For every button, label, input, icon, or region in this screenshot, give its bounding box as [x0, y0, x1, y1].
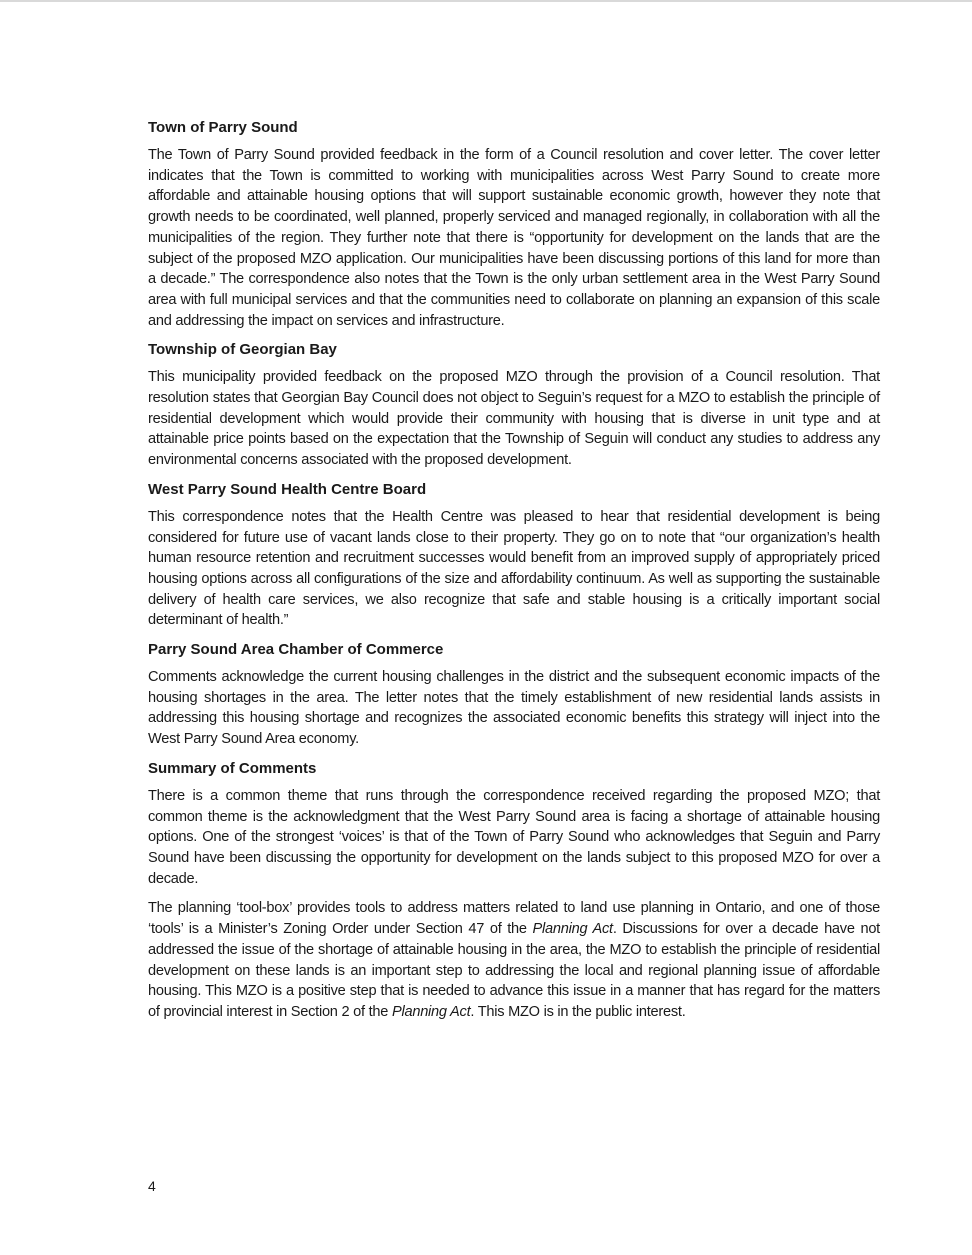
- page-number: 4: [148, 1178, 156, 1194]
- text-run: The planning ‘tool-box’ provides tools to address matters related to land use planning in Ontario, and one of those ‘tools’ is a Minister’s Zoning Order under Section 47 of the: [148, 900, 880, 938]
- document-body: [148, 118, 880, 1032]
- section-heading: Summary of Comments: [148, 759, 317, 777]
- section-paragraph: The Town of Parry Sound provided feedback in the form of a Council resolution and cover letter. The cover letter indicates that the Town is committed to working with municipalities across West Parry Sound to create more affordable and attainable housing options that will support sustainable economic growth, however they note that growth needs to be coordinated, well planned, properly serviced and managed regionally, in collaboration with all the municipalities of the region. They further note that there is “opportunity for development on the lands that are the subject of the proposed MZO application. Our municipalities have been discussing portions of this land for more than a decade.” The correspondence also notes that the Town is the only urban settlement area in the West Parry Sound area with full municipal services and that the communities need to collaborate on planning an expansion of this scale and addressing the impact on services and infrastructure.: [148, 147, 880, 329]
- section-heading: West Parry Sound Health Centre Board: [148, 480, 427, 498]
- section-summary-of-comments: [148, 759, 880, 1023]
- section-health-centre-board: [148, 480, 880, 631]
- section-paragraph: Comments acknowledge the current housing challenges in the district and the subsequent economic impacts of the housing shortages in the area. The letter notes that the timely establishment of new residential lands assists in addressing this housing shortage and recognizes the associated economic benefits this strategy will inject into the West Parry Sound Area economy.: [148, 669, 880, 748]
- top-border: [0, 0, 972, 2]
- section-paragraph: There is a common theme that runs through the correspondence received regarding the proposed MZO; that common theme is the acknowledgment that the West Parry Sound area is facing a shortage of attainable housing options. One of the strongest ‘voices’ is that of the Town of Parry Sound who acknowledges that Seguin and Parry Sound have been discussing the opportunity for development on the lands subject to this proposed MZO for over a decade.: [148, 787, 880, 887]
- italic-act-name: Planning Act: [391, 1003, 471, 1020]
- section-paragraph: This correspondence notes that the Health Centre was pleased to hear that residential development is being considered for future use of vacant lands close to their property. They go on to note that “our organization’s health human resource retention and recruitment successes would benefit from an improved supply of appropriately priced housing options across all configurations of the size and affordability continuum. As well as supporting the sustainable delivery of health care services, we also recognize that safe and stable housing is a critically important social determinant of health.”: [148, 508, 880, 629]
- text-run: . Discussions for over a decade have not addressed the issue of the shortage of attainable housing in the area, the MZO to establish the principle of residential development on these lands is an important step to addressing the local and regional planning issue of affordable housing. This MZO is a positive step that is needed to advance this issue in a manner that has regard for the matters of provincial interest in Section 2 of the: [148, 921, 880, 1020]
- summary-final-paragraph: [148, 898, 880, 1022]
- text-run: . This MZO is in the public interest.: [470, 1003, 686, 1020]
- section-heading: Township of Georgian Bay: [148, 341, 337, 359]
- section-chamber-of-commerce: [148, 640, 880, 750]
- section-paragraph: This municipality provided feedback on the proposed MZO through the provision of a Council resolution. That resolution states that Georgian Bay Council does not object to Seguin’s request for a MZO to establish the principle of residential development which would provide their community with housing that is diverse in unit type and at attainable price points based on the expectation that the Township of Seguin will conduct any studies to address any environmental concerns associated with the proposed development.: [148, 369, 880, 469]
- section-heading: Parry Sound Area Chamber of Commerce: [148, 641, 444, 659]
- section-heading: Town of Parry Sound: [148, 119, 298, 136]
- italic-act-name: Planning Act: [532, 921, 613, 938]
- section-town-of-parry-sound: [148, 118, 880, 331]
- section-township-of-georgian-bay: [148, 340, 880, 471]
